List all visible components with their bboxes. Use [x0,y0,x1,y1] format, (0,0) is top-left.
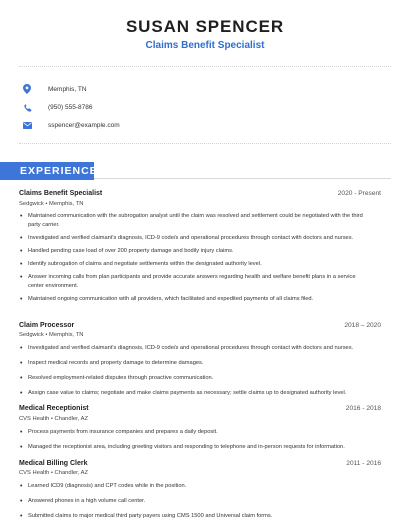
job-dates: 2011 - 2016 [346,460,381,467]
candidate-name: SUSAN SPENCER [125,17,285,36]
phone-text: (950) 555-8786 [48,103,93,111]
bullet-item: • Answer incoming calls from plan participants and provide accurate answers regarding health and welfare benefit plans in a service center environment. [19,273,371,291]
contact-phone [19,100,92,114]
bullet-item: • Resolved employment-related disputes through proactive communication. [19,374,371,383]
bullet-item: • Inspect medical records and property damage to determine damages. [19,359,371,368]
job-bullets [19,482,371,521]
bullet-item: • Maintained ongoing communication with all providers, which facilitated and expedited payments of all claims filed. [19,295,371,304]
envelope-icon [19,122,35,129]
bullet-item: • Submitted claims to major medical third party payers using CMS 1500 and Universal claim forms. [19,512,371,521]
section-title-experience: EXPERIENCE [20,165,98,177]
job-header [19,460,381,467]
job-bullets [19,428,371,452]
job-title: Medical Receptionist [19,405,89,412]
job-title: Claims Benefit Specialist [19,190,103,197]
job-bullets [19,212,371,304]
bullet-item: • Learned ICD9 (diagnosis) and CPT codes while in the position. [19,482,371,491]
bullet-item: • Identify subrogation of claims and negotiate settlements within the designated authority level. [19,260,371,269]
job-company: Sedgwick • Memphis, TN [19,332,84,338]
bullet-item: • Process payments from insurance companies and prepares a daily deposit. [19,428,371,437]
job-company: CVS Health • Chandler, AZ [19,470,89,476]
contact-email[interactable] [19,118,120,132]
bullet-item: • Investigated and verified claimant's diagnosis, ICD-9 code/s and operational procedures through contact with doctors and nurses. [19,234,371,243]
location-pin-icon [19,84,35,94]
job-bullets [19,344,371,398]
section-underline [94,178,391,179]
bullet-item: • Managed the receptionist area, including greeting visitors and responding to telephone and in-person requests for information. [19,443,371,452]
job-header [19,190,381,197]
job-dates: 2016 - 2018 [345,405,381,412]
job-header [19,322,381,329]
bullet-item: • Handled pending case load of over 200 property damage and bodily injury claims. [19,247,371,256]
bullet-item: • Investigated and verified claimant's diagnosis, ICD-9 code/s and operational procedures through contact with doctors and nurses. [19,344,371,353]
job-title: Claim Processor [19,322,75,329]
job-header [19,405,381,412]
bullet-item: • Maintained communication with the subrogation analyst until the claim was resolved and settlement could be negotiated with the third party carrier. [19,212,371,230]
bullet-item: • Answered phones in a high volume call center. [19,497,371,506]
job-dates: 2018 – 2020 [344,322,381,329]
email-text[interactable]: sspencer@example.com [48,121,120,129]
job-company: Sedgwick • Memphis, TN [19,201,84,207]
bullet-item: • Assign case value to claims; negotiate and make claims payments as necessary; settle claims up to designated authority level. [19,389,371,398]
contact-divider [19,143,391,144]
job-title: Medical Billing Clerk [19,460,88,467]
contact-location [19,82,87,96]
phone-icon [19,103,35,112]
job-dates: 2020 - Present [337,190,381,197]
location-text: Memphis, TN [48,85,87,93]
job-title-headline: Claims Benefit Specialist [145,40,265,51]
header-divider [19,66,391,67]
job-company: CVS Health • Chandler, AZ [19,416,89,422]
